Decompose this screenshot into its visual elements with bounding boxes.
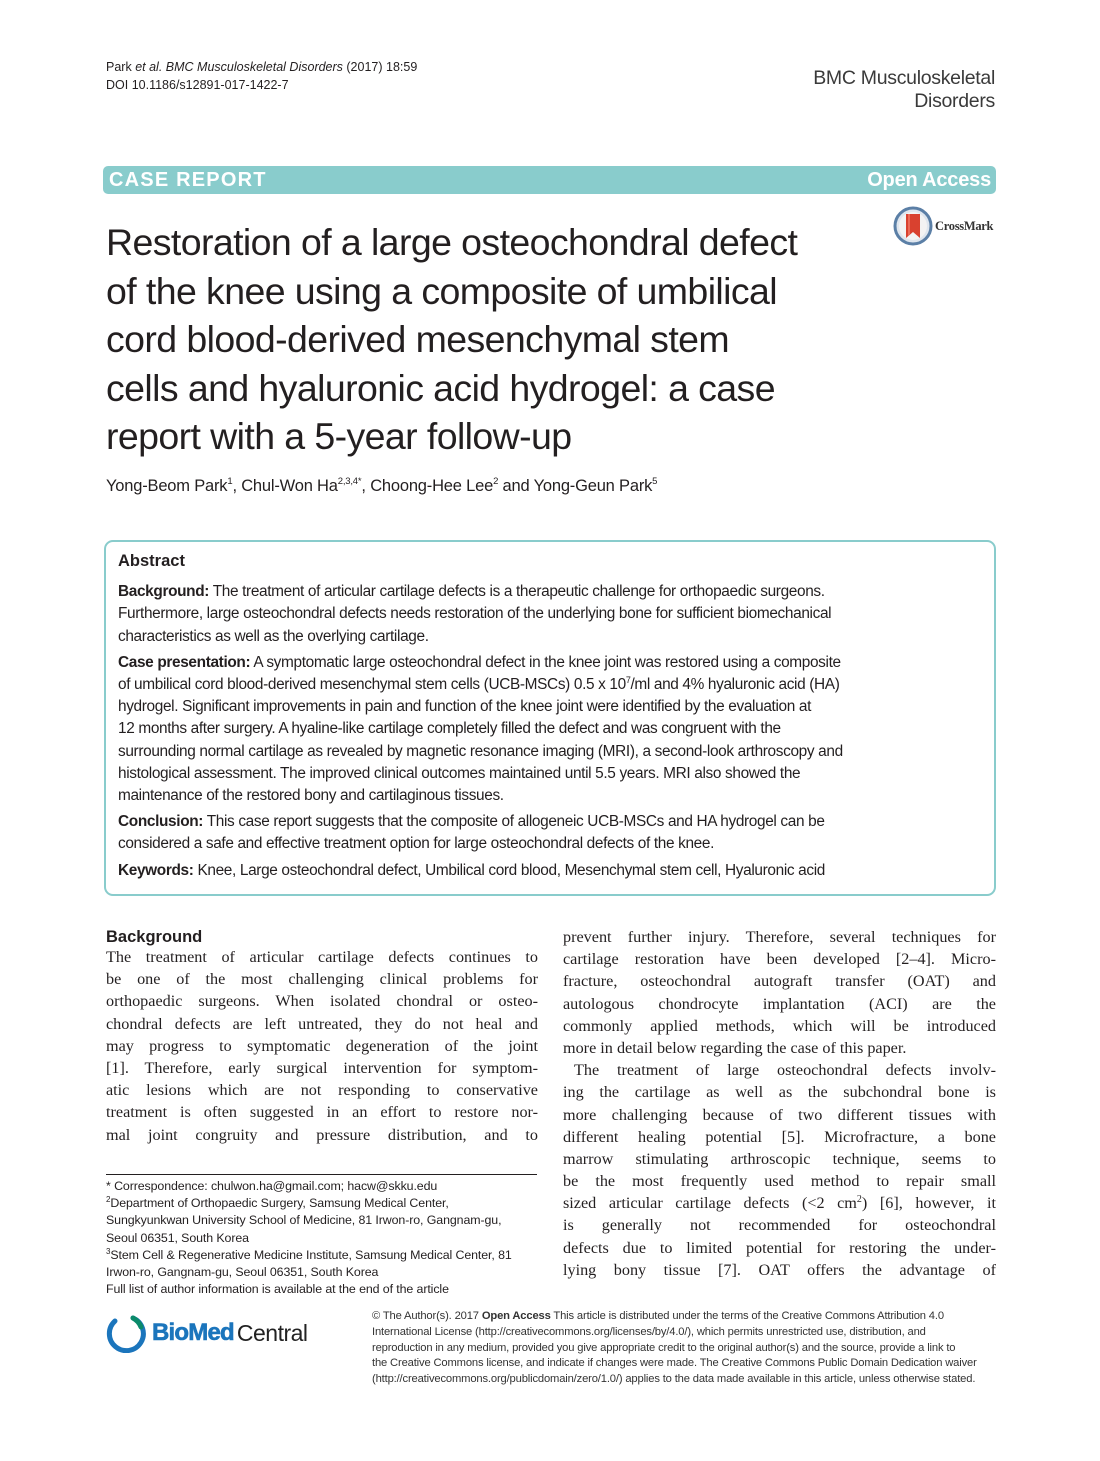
abstract-text-line: 12 months after surgery. A hyaline-like cartilage completely filled the defect and was congruent with the <box>118 720 781 738</box>
body-text-line: marrow stimulating arthroscopic technique, seems to <box>563 1149 996 1168</box>
abstract-case-presentation <box>118 652 984 807</box>
body-text-line: chondral defects are left untreated, they do not heal and <box>106 1014 538 1033</box>
abstract-keywords <box>118 860 984 882</box>
abstract-text-line: histological assessment. The improved clinical outcomes maintained until 5.5 years. MRI also showed the <box>118 764 801 782</box>
affiliation-line: Sungkyunkwan University School of Medicine, 81 Irwon-ro, Gangnam-gu, <box>106 1213 502 1228</box>
section-heading-background: Background <box>106 928 203 946</box>
body-text-line: lying bony tissue [7]. OAT offers the advantage of <box>563 1260 996 1279</box>
author-name[interactable]: Yong-Geun Park <box>533 477 653 495</box>
journal-name <box>813 67 995 113</box>
author-affiliation: 5 <box>652 476 658 487</box>
license-text-line: This article is distributed under the terms of the Creative Commons Attribution 4.0 <box>550 1310 944 1322</box>
abstract-text-line: characteristics as well as the overlying cartilage. <box>118 627 429 645</box>
abstract-conclusion <box>118 811 984 855</box>
body-text-line: [1]. Therefore, early surgical intervention for symptom- <box>106 1058 538 1077</box>
full-author-info-note: Full list of author information is available at the end of the article <box>106 1282 449 1297</box>
affiliation-number: 2 <box>106 1195 111 1205</box>
body-text-line-with-superscript <box>563 1192 996 1214</box>
abstract-text-line: maintenance of the restored bony and cartilaginous tissues. <box>118 787 504 805</box>
abstract-text-line: of umbilical cord blood-derived mesenchymal stem cells (UCB-MSCs) 0.5 x 10 <box>118 676 626 694</box>
author-separator: , <box>361 477 371 495</box>
abstract-text-line: A symptomatic large osteochondral defect in the knee joint was restored using a composite <box>250 653 841 671</box>
abstract-keywords-label: Keywords: <box>118 861 194 879</box>
author-name[interactable]: Chul-Won Ha <box>241 477 338 495</box>
footnotes <box>106 1178 512 1298</box>
citation-volume: (2017) 18:59 <box>342 60 418 74</box>
title-line: of the knee using a composite of umbilical <box>106 269 778 312</box>
crossmark-ribbon-icon <box>893 206 933 246</box>
abstract-case-label: Case presentation: <box>118 653 251 671</box>
body-text-line: The treatment of articular cartilage defects continues to <box>106 948 538 966</box>
body-column-right <box>563 926 996 1281</box>
affiliation-line: Seoul 06351, South Korea <box>106 1230 249 1245</box>
body-text-fragment: ) [6], however, it <box>861 1194 996 1213</box>
abstract-text-line: The treatment of articular cartilage defects is a therapeutic challenge for orthopaedic surgeons. <box>209 583 825 601</box>
affiliation-line: Stem Cell & Regenerative Medicine Institute, Samsung Medical Center, 81 <box>110 1247 512 1262</box>
license-text-line: International License (http://creativecommons.org/licenses/by/4.0/), which permits unrestricted use, distribution, and <box>372 1325 926 1338</box>
body-text-line: more in detail below regarding the case of this paper. <box>563 1038 907 1057</box>
body-column-left <box>106 926 538 1146</box>
affiliation-line: Irwon-ro, Gangnam-gu, Seoul 06351, South Korea <box>106 1265 379 1280</box>
body-text-line: orthopaedic surgeons. When isolated chondral or osteo- <box>106 992 538 1011</box>
abstract-background <box>118 581 984 648</box>
logo-text-central: Central <box>236 1319 308 1346</box>
citation-authors: Park <box>106 60 132 74</box>
license-text-line: (http://creativecommons.org/publicdomain/zero/1.0/) applies to the data made available in this article, unless otherwise stated. <box>372 1373 976 1386</box>
abstract-text-line: surrounding normal cartilage as revealed by magnetic resonance imaging (MRI), a second-look arthroscopy and <box>118 742 843 760</box>
author-name[interactable]: Choong-Hee Lee <box>370 477 494 495</box>
abstract-text-line: This case report suggests that the composite of allogeneic UCB-MSCs and HA hydrogel can be <box>203 813 825 831</box>
doi[interactable]: DOI 10.1186/s12891-017-1422-7 <box>106 78 289 92</box>
article-type-label: CASE REPORT <box>109 168 267 191</box>
article-title <box>106 218 797 461</box>
logo-text-biomed: BioMed <box>152 1319 234 1346</box>
title-line: report with a 5-year follow-up <box>106 415 572 457</box>
author-affiliation: 2 <box>493 476 499 487</box>
body-text-line: ing the cartilage as well as the subchondral bone is <box>563 1083 996 1102</box>
author-affiliation: 1 <box>227 476 233 487</box>
author-separator: and <box>498 477 534 495</box>
body-text-line: defects due to limited potential for restoring the under- <box>563 1238 996 1257</box>
abstract-text-line: considered a safe and effective treatment option for large osteochondral defects of the knee. <box>118 835 715 853</box>
author-name[interactable]: Yong-Beom Park <box>106 477 228 495</box>
copyright-text: © The Author(s). 2017 <box>372 1310 482 1322</box>
body-text-line: fracture, osteochondral autograft transfer (OAT) and <box>563 972 996 991</box>
body-text-line: atic lesions which are not responding to conservative <box>106 1081 538 1100</box>
title-line: cord blood-derived mesenchymal stem <box>106 318 730 360</box>
title-line: Restoration of a large osteochondral defect <box>106 221 798 263</box>
body-text-line: may progress to symptomatic degeneration of the joint <box>106 1036 538 1055</box>
abstract-text-line: Furthermore, large osteochondral defects needs restoration of the underlying bone for sufficient biomechanical <box>118 605 832 623</box>
license-statement <box>372 1309 977 1388</box>
abstract-conclusion-label: Conclusion: <box>118 813 204 831</box>
citation-etal: et al. <box>135 60 163 74</box>
body-text-line: treatment is often suggested in an effort to restore nor- <box>106 1103 538 1122</box>
crossmark-badge[interactable] <box>893 206 993 246</box>
journal-name-line-1: BMC Musculoskeletal <box>813 67 995 89</box>
open-access-label: Open Access <box>867 168 991 191</box>
keywords-text: Knee, Large osteochondral defect, Umbilical cord blood, Mesenchymal stem cell, Hyaluronic acid <box>193 861 825 879</box>
body-text-line: prevent further injury. Therefore, several techniques for <box>563 928 996 946</box>
article-type-banner <box>103 166 996 194</box>
abstract-text-line: /ml and 4% hyaluronic acid (HA) <box>630 676 840 694</box>
crossmark-label: CrossMark <box>935 218 994 233</box>
affiliation-line: Department of Orthopaedic Surgery, Samsung Medical Center, <box>110 1196 449 1211</box>
biomed-central-logo <box>106 1313 308 1353</box>
author-separator: , <box>232 477 242 495</box>
citation-line <box>106 58 417 76</box>
license-open-access: Open Access <box>481 1310 551 1322</box>
license-text-line: the Creative Commons license, and indicate if changes were made. The Creative Commons Public Domain Dedication waiver <box>372 1357 977 1370</box>
body-text-line: autologous chondrocyte implantation (ACI) are the <box>563 994 996 1013</box>
biomed-central-ring-icon <box>106 1313 146 1353</box>
exponent: 2 <box>856 1194 862 1206</box>
abstract-box <box>104 540 996 896</box>
footnote-divider <box>106 1174 537 1175</box>
affiliation-number: 3 <box>106 1246 111 1256</box>
correspondence[interactable]: * Correspondence: chulwon.ha@gmail.com; hacw@skku.edu <box>106 1179 438 1193</box>
abstract-background-label: Background: <box>118 583 210 601</box>
body-text-line: commonly applied methods, which will be introduced <box>563 1016 996 1035</box>
author-affiliation: 2,3,4* <box>337 476 362 487</box>
title-line: cells and hyaluronic acid hydrogel: a case <box>106 366 775 409</box>
body-text-line: more challenging because of two different tissues with <box>563 1105 996 1124</box>
exponent: 7 <box>625 675 631 686</box>
citation-journal: BMC Musculoskeletal Disorders <box>165 60 343 74</box>
body-text-line: cartilage restoration have been developed [2–4]. Micro- <box>563 950 996 969</box>
body-text-line: mal joint congruity and pressure distribution, and to <box>106 1125 538 1144</box>
author-list <box>106 477 657 496</box>
body-text-line: be one of the most challenging clinical problems for <box>106 970 538 989</box>
body-text-line: The treatment of large osteochondral defects involv- <box>574 1061 996 1080</box>
article-citation <box>106 58 417 94</box>
body-text-line: is generally not recommended for osteochondral <box>563 1216 996 1235</box>
body-text-fragment: sized articular cartilage defects (<2 cm <box>563 1194 857 1213</box>
license-text-line: reproduction in any medium, provided you give appropriate credit to the original author(s) and the source, provide a link to <box>372 1341 956 1354</box>
body-text-line: different healing potential [5]. Microfracture, a bone <box>563 1127 996 1146</box>
abstract-heading: Abstract <box>118 552 185 570</box>
journal-name-line-2: Disorders <box>914 90 995 112</box>
body-text-line: be the most frequently used method to repair small <box>563 1172 996 1191</box>
abstract-text-line: hydrogel. Significant improvements in pain and function of the knee joint were identified by the evaluation at <box>118 698 812 716</box>
